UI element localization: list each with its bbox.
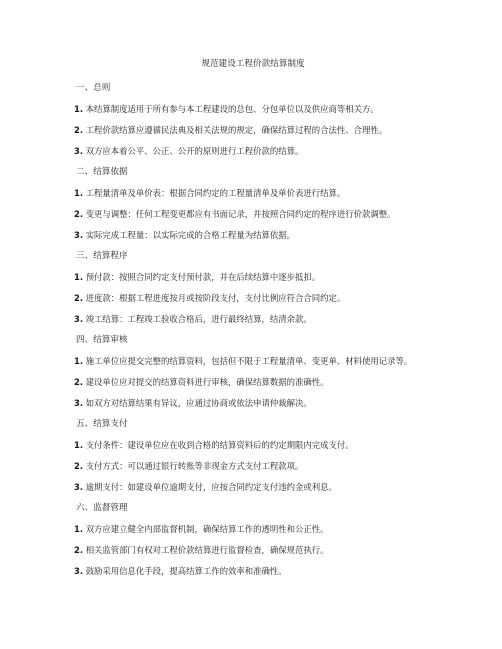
item-number: 2.: [74, 293, 84, 303]
item-text: 相关监管部门有权对工程价款结算进行监督检查，确保规范执行。: [85, 545, 329, 555]
item-text: 竣工结算：工程竣工验收合格后，进行最终结算，结清余款。: [85, 314, 312, 324]
section-heading: 一、总则: [76, 83, 111, 93]
item-text: 双方应建立健全内部监督机制，确保结算工作的透明性和公正性。: [85, 524, 329, 534]
section-general: [74, 82, 462, 157]
list-item: [74, 481, 462, 493]
item-number: 3.: [74, 398, 84, 408]
item-text: 实际完成工程量：以实际完成的合格工程量为结算依据。: [85, 230, 296, 240]
section-heading: 三、结算程序: [76, 251, 128, 261]
section-settlement-review: [74, 334, 462, 409]
list-item: [74, 103, 462, 115]
item-number: 1.: [74, 188, 84, 198]
list-item: [74, 544, 462, 556]
item-text: 工程价款结算应遵循民法典及相关法规的规定，确保结算过程的合法性、合理性。: [85, 125, 388, 135]
item-text: 施工单位应提交完整的结算资料，包括但不限于工程量清单、变更单、材料使用记录等。: [85, 356, 413, 366]
list-item: [74, 355, 462, 367]
section-supervision: [74, 502, 462, 577]
list-item: [74, 145, 462, 157]
list-item: [74, 313, 462, 325]
list-item: [74, 460, 462, 472]
section-heading: 二、结算依据: [76, 167, 128, 177]
item-number: 3.: [74, 314, 84, 324]
item-number: 1.: [74, 524, 84, 534]
section-settlement-payment: [74, 418, 462, 493]
item-text: 逾期支付：如建设单位逾期支付，应按合同约定支付违约金或利息。: [85, 482, 337, 492]
item-number: 3.: [74, 146, 84, 156]
item-number: 2.: [74, 545, 84, 555]
item-text: 本结算制度适用于所有参与本工程建设的总包、分包单位以及供应商等相关方。: [85, 104, 379, 114]
item-text: 进度款：根据工程进度按月或按阶段支付，支付比例应符合合同约定。: [85, 293, 346, 303]
list-item: [74, 523, 462, 535]
list-item: [74, 397, 462, 409]
list-item: [74, 292, 462, 304]
document-title: 规范建设工程价款结算制度: [201, 59, 305, 69]
list-item: [74, 187, 462, 199]
list-item: [74, 565, 462, 577]
section-heading: 五、结算支付: [76, 419, 128, 429]
section-heading: 四、结算审核: [76, 335, 128, 345]
section-settlement-procedure: [74, 250, 462, 325]
item-number: 2.: [74, 461, 84, 471]
item-text: 工程量清单及单价表：根据合同约定的工程量清单及单价表进行结算。: [85, 188, 346, 198]
list-item: [74, 271, 462, 283]
item-number: 1.: [74, 356, 84, 366]
item-number: 2.: [74, 209, 84, 219]
item-text: 建设单位应对提交的结算资料进行审核，确保结算数据的准确性。: [85, 377, 329, 387]
item-text: 预付款：按照合同约定支付预付款，并在后续结算中逐步抵扣。: [85, 272, 321, 282]
item-text: 支付方式：可以通过银行转账等非现金方式支付工程款项。: [85, 461, 304, 471]
item-number: 2.: [74, 125, 84, 135]
item-text: 鼓励采用信息化手段，提高结算工作的效率和准确性。: [85, 566, 287, 576]
section-heading: 六、监督管理: [76, 503, 128, 513]
list-item: [74, 208, 462, 220]
list-item: [74, 124, 462, 136]
list-item: [74, 439, 462, 451]
list-item: [74, 376, 462, 388]
item-text: 支付条件：建设单位应在收到合格的结算资料后的约定期限内完成支付。: [85, 440, 354, 450]
item-text: 如双方对结算结果有异议，应通过协商或依法申请仲裁解决。: [85, 398, 312, 408]
item-number: 1.: [74, 272, 84, 282]
item-number: 3.: [74, 566, 84, 576]
item-number: 3.: [74, 230, 84, 240]
item-number: 3.: [74, 482, 84, 492]
section-settlement-basis: [74, 166, 462, 241]
item-number: 2.: [74, 377, 84, 387]
item-text: 双方应本着公平、公正、公开的原则进行工程价款的结算。: [85, 146, 304, 156]
list-item: [74, 229, 462, 241]
item-number: 1.: [74, 104, 84, 114]
item-number: 1.: [74, 440, 84, 450]
item-text: 变更与调整：任何工程变更都应有书面记录，并按照合同约定的程序进行价款调整。: [85, 209, 396, 219]
